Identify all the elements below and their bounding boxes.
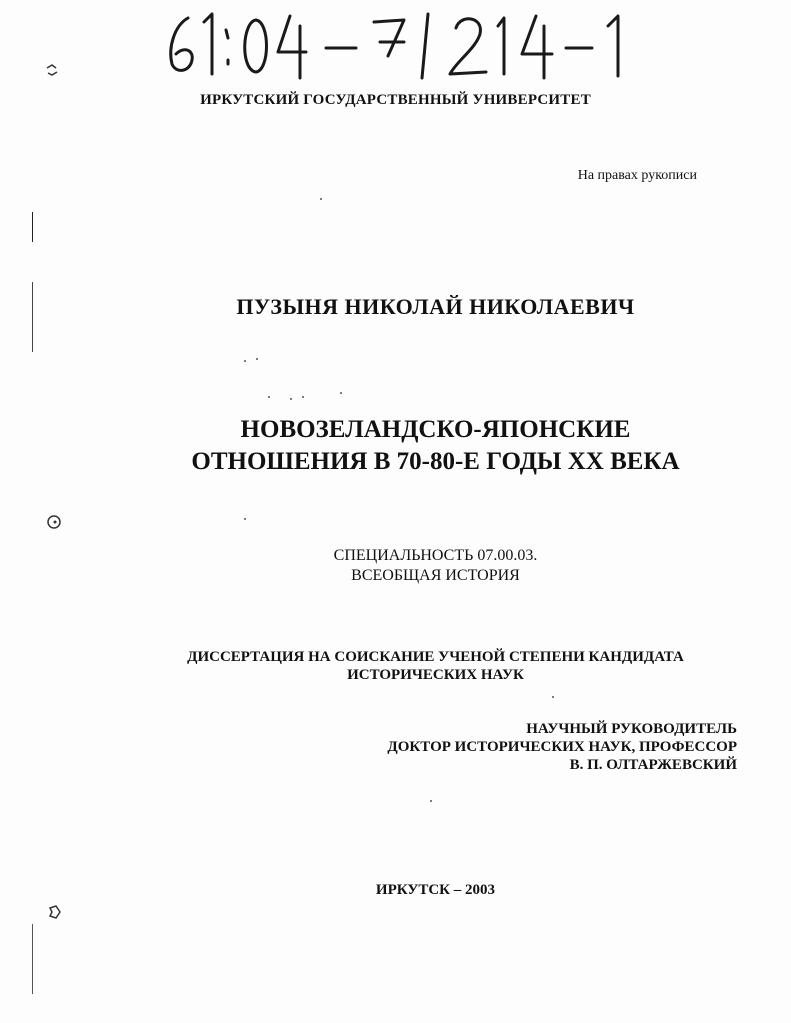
scan-edge-line	[32, 924, 33, 994]
city-year: ИРКУТСК – 2003	[375, 882, 496, 898]
scan-speck	[302, 396, 304, 398]
degree-statement	[40, 648, 791, 684]
scan-speck	[256, 358, 258, 360]
scan-speck	[268, 396, 270, 398]
scan-edge-line	[32, 282, 33, 352]
university-name: ИРКУТСКИЙ ГОСУДАРСТВЕННЫЙ УНИВЕРСИТЕТ	[200, 92, 591, 108]
rights-note: На правах рукописи	[577, 168, 697, 183]
supervisor-line-2: ДОКТОР ИСТОРИЧЕСКИХ НАУК, ПРОФЕССОР	[387, 739, 737, 755]
binder-hole-mark	[46, 904, 62, 920]
specialty-line-1: СПЕЦИАЛЬНОСТЬ 07.00.03.	[333, 547, 538, 564]
supervisor-block	[387, 720, 737, 774]
binder-hole-mark	[46, 514, 62, 530]
scan-speck	[430, 800, 432, 802]
specialty	[40, 546, 791, 586]
scan-edge-line	[32, 212, 33, 242]
degree-line-1: ДИССЕРТАЦИЯ НА СОИСКАНИЕ УЧЕНОЙ СТЕПЕНИ КАНДИДАТА	[187, 649, 684, 665]
supervisor-line-1: НАУЧНЫЙ РУКОВОДИТЕЛЬ	[526, 721, 737, 737]
scan-speck	[320, 198, 322, 200]
scan-speck	[244, 518, 246, 520]
scan-speck	[290, 398, 292, 400]
handwritten-archive-number	[160, 8, 640, 80]
title-line-2: ОТНОШЕНИЯ В 70-80-Е ГОДЫ XX ВЕКА	[191, 448, 680, 475]
scan-speck	[244, 360, 246, 362]
scan-speck	[340, 392, 342, 394]
degree-line-2: ИСТОРИЧЕСКИХ НАУК	[347, 667, 524, 683]
title-line-1: НОВОЗЕЛАНДСКО-ЯПОНСКИЕ	[240, 416, 631, 443]
scan-speck	[552, 696, 554, 698]
author-name: ПУЗЫНЯ НИКОЛАЙ НИКОЛАЕВИЧ	[236, 294, 635, 319]
dissertation-title	[40, 414, 791, 478]
binder-hole-mark	[44, 62, 60, 78]
supervisor-line-3: В. П. ОЛТАРЖЕВСКИЙ	[569, 757, 737, 773]
specialty-line-2: ВСЕОБЩАЯ ИСТОРИЯ	[351, 567, 520, 584]
